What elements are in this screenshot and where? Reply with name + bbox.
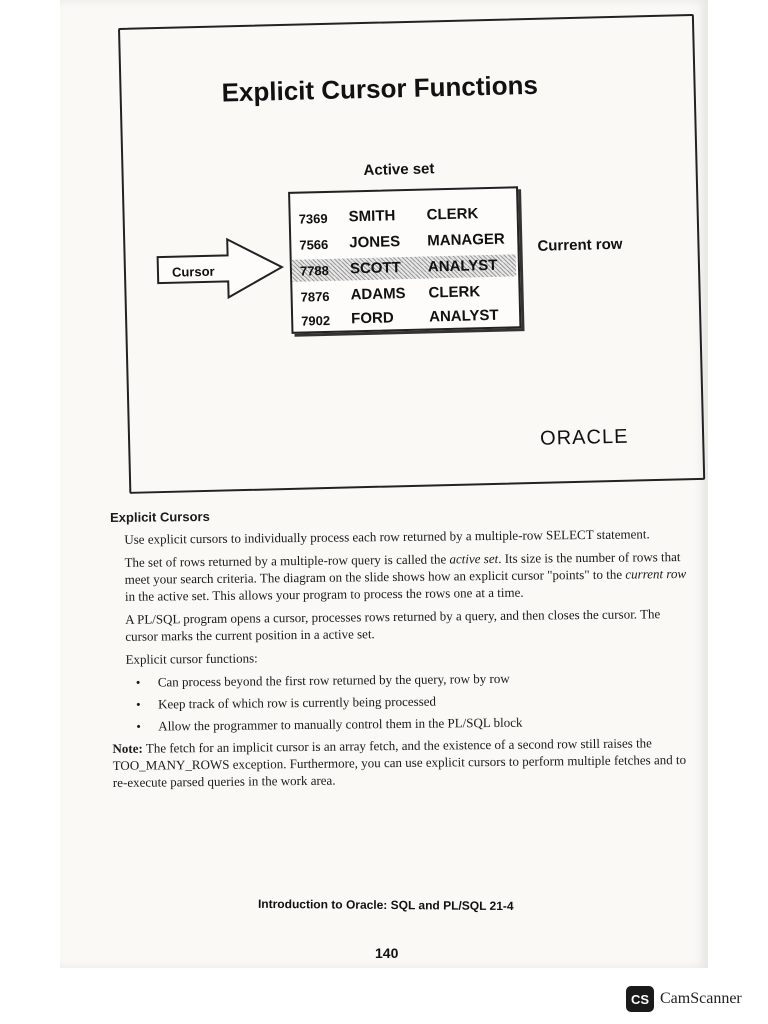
functions-list xyxy=(112,668,693,735)
active-set-box xyxy=(288,186,521,334)
explanation-section xyxy=(110,504,693,797)
camscanner-watermark xyxy=(626,986,742,1012)
row-job: ANALYST xyxy=(428,306,499,326)
slide-title: Explicit Cursor Functions xyxy=(221,69,539,108)
note-paragraph xyxy=(112,734,693,791)
functions-intro: Explicit cursor functions: xyxy=(125,650,258,667)
slide-frame xyxy=(118,14,705,494)
row-name: JONES xyxy=(349,233,401,252)
camscanner-text: CamScanner xyxy=(660,990,742,1007)
note-text: The fetch for an implicit cursor is an array fetch, and the existence of a second row still raises the TOO_MANY_ROWS exception. Furthermore, you can use explicit cursors to perform multiple fetches and to re-execute parsed queries in the work area. xyxy=(112,735,687,790)
list-item: • Allow the programmer to manually control them in the PL/SQL block xyxy=(158,712,692,735)
table-row xyxy=(299,228,511,255)
row-name: SMITH xyxy=(348,207,396,226)
course-footer: Introduction to Oracle: SQL and PL/SQL 21-4 xyxy=(257,896,514,914)
row-job: MANAGER xyxy=(427,230,505,250)
paragraph-3: A PL/SQL program opens a cursor, processes rows returned by a query, and then closes the cursor. The cursor marks the current position in a active set. xyxy=(125,606,661,644)
row-job: CLERK xyxy=(426,205,479,224)
paragraph-2: The set of rows returned by a multiple-row query is called the active set. Its size is the number of rows that meet your search criteria. The diagram on the slide shows how an explicit cursor "points" to the current row in the active set. This allows your program to process the rows one at a time. xyxy=(124,549,687,604)
current-row-label: Current row xyxy=(537,235,623,255)
list-item: • Can process beyond the first row returned by the query, row by row xyxy=(158,668,692,691)
paragraph-1: Use explicit cursors to individually process each row returned by a multiple-row SELECT statement. xyxy=(124,526,650,547)
table-row xyxy=(300,280,512,307)
note-label: Note: xyxy=(112,740,143,756)
row-id: 7902 xyxy=(301,312,331,329)
camscanner-icon: CS xyxy=(626,986,654,1012)
row-id: 7369 xyxy=(298,210,328,227)
row-name: SCOTT xyxy=(349,259,401,278)
cursor-label: Cursor xyxy=(171,263,215,280)
row-job: CLERK xyxy=(428,283,481,302)
row-name: ADAMS xyxy=(350,285,406,304)
row-name: FORD xyxy=(350,309,394,328)
oracle-logo: ORACLE xyxy=(539,425,629,450)
page-number: 140 xyxy=(375,945,399,961)
row-id: 7876 xyxy=(300,288,330,305)
row-id: 7788 xyxy=(299,262,330,279)
section-heading: Explicit Cursors xyxy=(110,508,210,525)
current-row-highlight xyxy=(292,254,516,281)
table-row xyxy=(301,304,513,331)
row-job: ANALYST xyxy=(427,256,498,276)
table-row xyxy=(298,202,510,229)
list-item: • Keep track of which row is currently being processed xyxy=(158,690,692,713)
active-set-label: Active set xyxy=(363,160,435,180)
row-id: 7566 xyxy=(299,236,329,253)
